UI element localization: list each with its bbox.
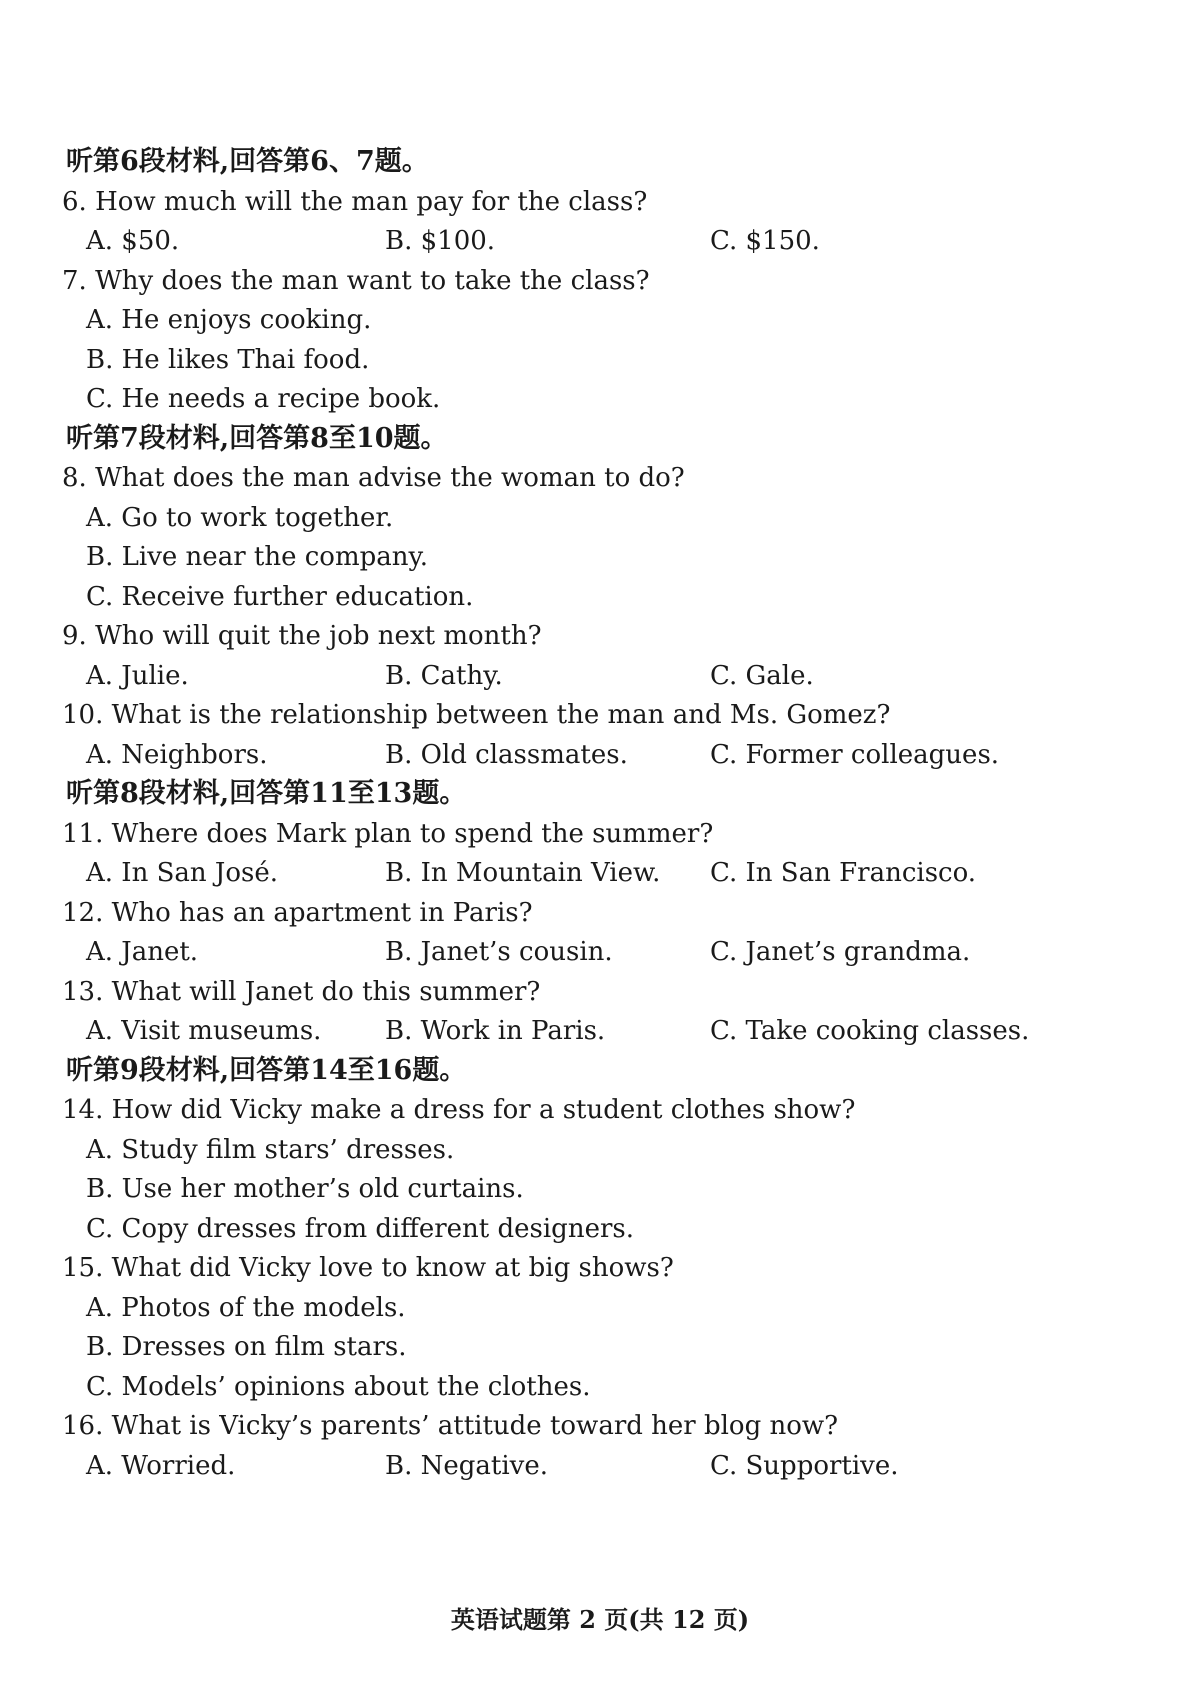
- answer-option: A. Photos of the models.: [86, 1292, 406, 1323]
- answer-option: B. In Mountain View.: [385, 858, 661, 888]
- answer-option: A. Janet.: [86, 937, 199, 967]
- answer-option: C. Copy dresses from different designers.: [86, 1213, 634, 1244]
- answer-option: C. Janet’s grandma.: [710, 937, 971, 967]
- question-stem: 14. How did Vicky make a dress for a student clothes show?: [62, 1095, 856, 1125]
- answer-option: A. Go to work together.: [86, 502, 394, 533]
- question-stem: 16. What is Vicky’s parents’ attitude toward her blog now?: [62, 1411, 839, 1441]
- answer-option: B. $100.: [385, 226, 496, 256]
- question-stem: 6. How much will the man pay for the class?: [62, 186, 648, 217]
- answer-option: A. $50.: [86, 226, 180, 256]
- answer-option: A. He enjoys cooking.: [86, 305, 372, 335]
- section-heading: 听第9段材料,回答第14至16题。: [66, 1054, 467, 1086]
- answer-option: A. In San José.: [86, 858, 278, 888]
- answer-option: B. Use her mother’s old curtains.: [86, 1174, 524, 1204]
- answer-option: B. Work in Paris.: [385, 1016, 606, 1046]
- answer-option: C. Receive further education.: [86, 581, 474, 612]
- question-stem: 10. What is the relationship between the man and Ms. Gomez?: [62, 700, 891, 730]
- answer-option: B. Janet’s cousin.: [385, 937, 613, 967]
- answer-option: C. Supportive.: [710, 1450, 899, 1481]
- question-stem: 8. What does the man advise the woman to do?: [62, 463, 685, 493]
- section-heading: 听第6段材料,回答第6、7题。: [66, 146, 429, 177]
- answer-option: B. Negative.: [385, 1450, 549, 1481]
- answer-option: B. He likes Thai food.: [86, 344, 370, 375]
- answer-option: C. Take cooking classes.: [710, 1016, 1030, 1046]
- page-footer: 英语试题第 2 页(共 12 页): [450, 1605, 750, 1634]
- question-stem: 7. Why does the man want to take the class?: [62, 265, 650, 296]
- answer-option: A. Visit museums.: [86, 1016, 322, 1046]
- answer-option: C. $150.: [710, 226, 820, 256]
- answer-option: A. Study film stars’ dresses.: [86, 1134, 455, 1165]
- answer-option: C. In San Francisco.: [710, 858, 977, 888]
- answer-option: C. He needs a recipe book.: [86, 384, 441, 414]
- question-stem: 15. What did Vicky love to know at big shows?: [62, 1253, 674, 1283]
- question-stem: 12. Who has an apartment in Paris?: [62, 897, 533, 928]
- answer-option: B. Old classmates.: [385, 739, 628, 770]
- question-stem: 13. What will Janet do this summer?: [62, 976, 541, 1007]
- answer-option: C. Former colleagues.: [710, 739, 1000, 770]
- answer-option: A. Worried.: [86, 1450, 236, 1481]
- answer-option: A. Julie.: [86, 660, 189, 691]
- section-heading: 听第8段材料,回答第11至13题。: [66, 778, 467, 809]
- answer-option: C. Gale.: [710, 660, 814, 691]
- answer-option: B. Live near the company.: [86, 542, 428, 572]
- answer-option: B. Cathy.: [385, 660, 503, 691]
- question-stem: 11. Where does Mark plan to spend the summer?: [62, 818, 714, 849]
- section-heading: 听第7段材料,回答第8至10题。: [66, 422, 448, 454]
- question-stem: 9. Who will quit the job next month?: [62, 621, 542, 651]
- answer-option: B. Dresses on film stars.: [86, 1332, 407, 1362]
- answer-option: A. Neighbors.: [86, 739, 268, 770]
- answer-option: C. Models’ opinions about the clothes.: [86, 1371, 591, 1402]
